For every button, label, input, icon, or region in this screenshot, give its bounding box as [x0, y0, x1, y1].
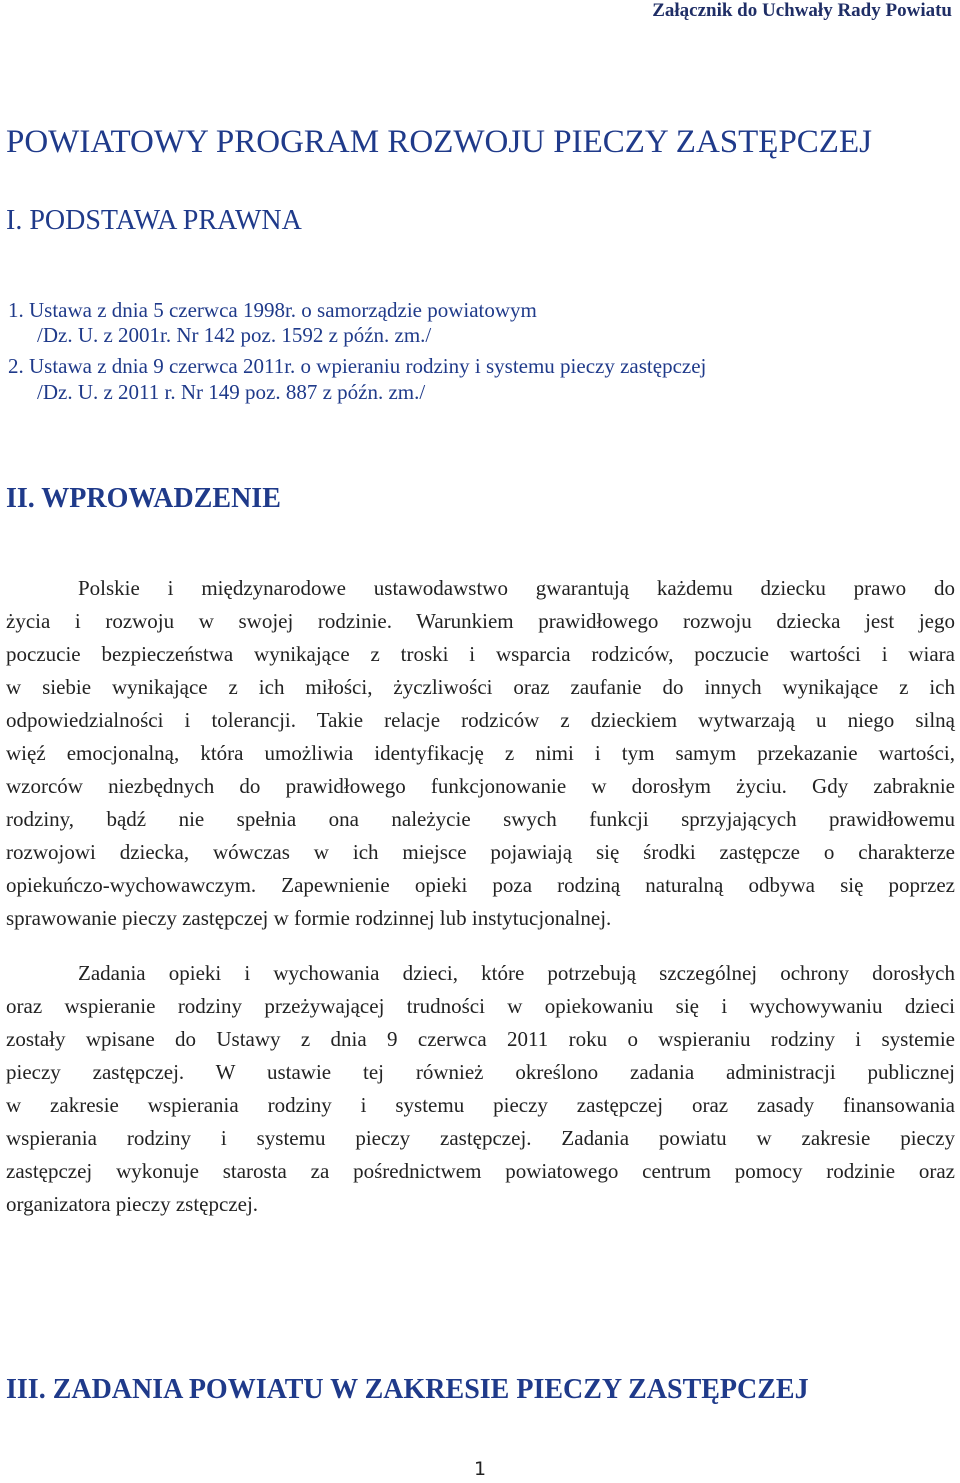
paragraph-line: poczucie bezpieczeństwa wynikające z troski i wsparcia rodziców, poczucie wartości i wiara	[6, 642, 955, 666]
paragraph-line: Zadania opieki i wychowania dzieci, które potrzebują szczególnej ochrony dorosłych	[78, 961, 955, 985]
paragraph-line: w siebie wynikające z ich miłości, życzliwości oraz zaufanie do innych wynikające z ich	[6, 675, 955, 699]
paragraph-line: więź emocjonalną, która umożliwia identyfikację z nimi i tym samym przekazanie wartości,	[6, 741, 955, 765]
legal-basis-line: 1. Ustawa z dnia 5 czerwca 1998r. o samorządzie powiatowym	[8, 298, 537, 322]
document-title: POWIATOWY PROGRAM ROZWOJU PIECZY ZASTĘPCZEJ	[6, 124, 872, 160]
paragraph-line: rozwojowi dziecka, wówczas w ich miejsce pojawiają się środki zastępcze o charakterze	[6, 840, 955, 864]
paragraph-line: życia i rozwoju w swojej rodzinie. Warunkiem prawidłowego rozwoju dziecka jest jego	[6, 609, 955, 633]
section-heading-introduction: II. WPROWADZENIE	[6, 483, 281, 514]
page-number: 1	[473, 1458, 487, 1480]
paragraph-line: zastępczej wykonuje starosta za pośrednictwem powiatowego centrum pomocy rodzinie oraz	[6, 1159, 955, 1183]
legal-basis-line: /Dz. U. z 2001r. Nr 142 poz. 1592 z późn. zm./	[37, 323, 432, 347]
paragraph-line: zostały wpisane do Ustawy z dnia 9 czerwca 2011 roku o wspieraniu rodziny i systemie	[6, 1027, 955, 1051]
section-heading-county-tasks: III. ZADANIA POWIATU W ZAKRESIE PIECZY ZASTĘPCZEJ	[6, 1374, 809, 1405]
paragraph-line: Polskie i międzynarodowe ustawodawstwo gwarantują każdemu dziecku prawo do	[78, 576, 955, 600]
header-note: Załącznik do Uchwały Rady Powiatu	[652, 0, 952, 21]
paragraph-line: sprawowanie pieczy zastępczej w formie rodzinnej lub instytucjonalnej.	[6, 906, 612, 930]
paragraph-line: odpowiedzialności i tolerancji. Takie relacje rodziców z dzieckiem wytwarzają u niego silną	[6, 708, 955, 732]
section-heading-legal-basis: I. PODSTAWA PRAWNA	[6, 205, 302, 236]
paragraph-line: oraz wspieranie rodziny przeżywającej trudności w opiekowaniu się i wychowywaniu dzieci	[6, 994, 955, 1018]
legal-basis-line: /Dz. U. z 2011 r. Nr 149 poz. 887 z późn. zm./	[37, 380, 426, 404]
legal-basis-line: 2. Ustawa z dnia 9 czerwca 2011r. o wpieraniu rodziny i systemu pieczy zastępczej	[8, 354, 707, 378]
paragraph-line: pieczy zastępczej. W ustawie tej również określono zadania administracji publicznej	[6, 1060, 955, 1084]
paragraph-line: organizatora pieczy zstępczej.	[6, 1192, 259, 1216]
paragraph-line: w zakresie wspierania rodziny i systemu pieczy zastępczej oraz zasady finansowania	[6, 1093, 955, 1117]
paragraph-line: wzorców niezbędnych do prawidłowego funkcjonowanie w dorosłym życiu. Gdy zabraknie	[6, 774, 955, 798]
paragraph-line: rodziny, bądź nie spełnia ona należycie swych funkcji sprzyjających prawidłowemu	[6, 807, 955, 831]
paragraph-line: wspierania rodziny i systemu pieczy zastępczej. Zadania powiatu w zakresie pieczy	[6, 1126, 955, 1150]
paragraph-line: opiekuńczo-wychowawczym. Zapewnienie opieki poza rodziną naturalną odbywa się poprzez	[6, 873, 955, 897]
